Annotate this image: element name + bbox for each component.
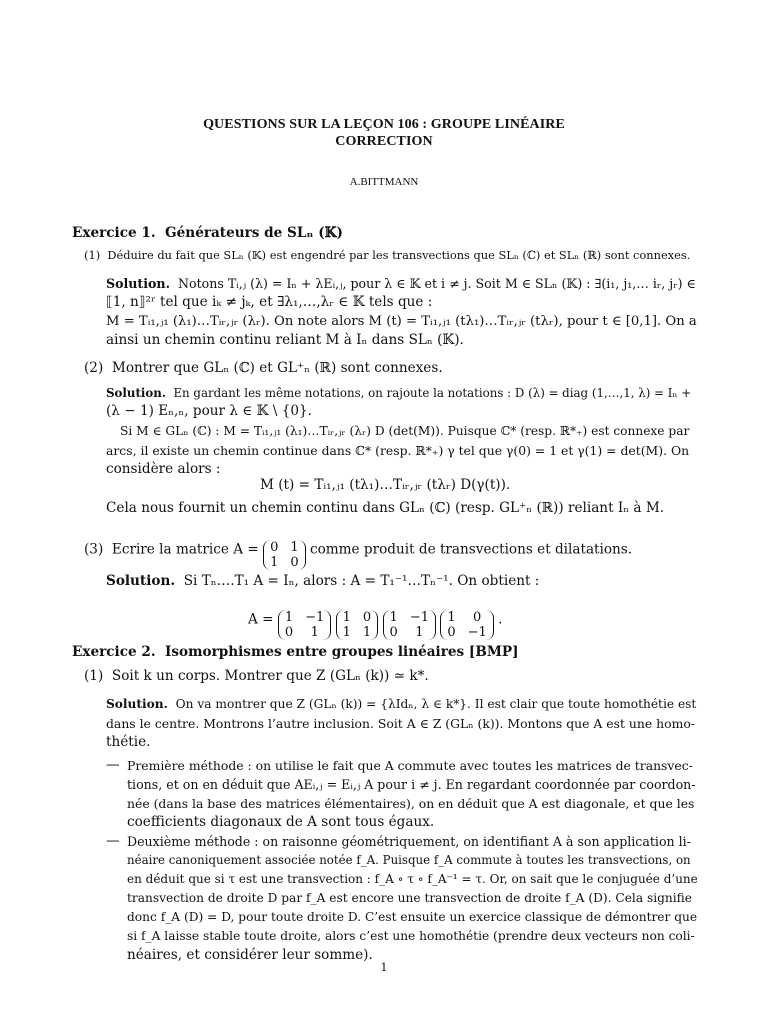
ex1-q1-solution-line-4: ainsi un chemin continu reliant M à Iₙ dans SLₙ (𝕂). (106, 332, 464, 348)
matrix-cell: 1 (342, 610, 351, 625)
ex1-q3-text-a: Ecrire la matrice A = (111, 541, 259, 558)
ex2-q1 (84, 668, 429, 685)
matrix-cell: 0 (389, 625, 398, 640)
solution-text: En gardant les même notations, on rajoute la notations : D (λ) = diag (1,…,1, λ) = Iₙ + (173, 386, 692, 400)
matrix-cell: −1 (467, 625, 487, 640)
matrix-4 (440, 600, 493, 640)
solution-label: Solution. (106, 573, 176, 589)
ex1-q3-display-equation (248, 600, 502, 640)
title-line-1: QUESTIONS SUR LA LEÇON 106 : GROUPE LINÉAIRE (203, 117, 565, 132)
solution-text: On va montrer que Z (GLₙ (k)) = {λIdₙ, λ ∈ k*}. Il est clair que toute homothétie est (175, 697, 697, 711)
ex2-q1-solution-line-1 (106, 696, 696, 713)
method-1-line-3: née (dans la base des matrices élémentaires), on en déduit que A est diagonale, et que les (127, 796, 695, 811)
ex1-q2-solution-line-2: (λ − 1) Eₙ,ₙ, pour λ ∈ 𝕂 \ {0}. (106, 403, 312, 419)
exercise-1-heading (72, 225, 343, 242)
ex1-q2-solution-line-3: Si M ∈ GLₙ (ℂ) : M = Tᵢ₁,ⱼ₁ (λ₁)…Tᵢᵣ,ⱼᵣ (λᵣ) D (det(M)). Puisque ℂ* (resp. ℝ*₊) est connexe par (120, 424, 690, 438)
ex1-q1-solution-line-2: ⟦1, n⟧²ʳ tel que iₖ ≠ jₖ, et ∃λ₁,…,λᵣ ∈ 𝕂 tels que : (106, 294, 433, 310)
method-2-dash: — (106, 833, 120, 849)
exercise-2-title: Isomorphismes entre groupes linéaires [BMP] (165, 644, 519, 660)
ex1-q2-text: Montrer que GLₙ (ℂ) et GL⁺ₙ (ℝ) sont connexes. (111, 360, 443, 376)
matrix-cell: 1 (415, 625, 424, 640)
matrix-cell: 1 (310, 625, 319, 640)
ex1-q2-solution-line-4: arcs, il existe un chemin continue dans ℂ* (resp. ℝ*₊) γ tel que γ(0) = 1 et γ(1) = det(M). On (106, 443, 690, 458)
matrix-cell: 1 (447, 610, 456, 625)
solution-text: Si Tₙ….T₁ A = Iₙ, alors : A = T₁⁻¹…Tₙ⁻¹. On obtient : (183, 573, 540, 589)
method-2-line-3: en déduit que si τ est une transvection : f_A ∘ τ ∘ f_A⁻¹ = τ. Or, on sait que le conjuguée d’une (127, 872, 698, 886)
matrix-cell: 1 (290, 540, 299, 555)
matrix-cell: 0 (270, 540, 279, 555)
matrix-3 (383, 600, 436, 640)
method-1-dash: — (106, 757, 120, 773)
title-line-2: CORRECTION (335, 134, 433, 149)
exercise-2-label: Exercice 2. (72, 644, 156, 660)
ex1-q1-text: Déduire du fait que SLₙ (𝕂) est engendré par les transvections que SLₙ (ℂ) et SLₙ (ℝ) sont connexes. (107, 248, 691, 262)
ex1-q2 (84, 360, 443, 377)
ex1-q1-solution-line-3: M = Tᵢ₁,ⱼ₁ (λ₁)…Tᵢᵣ,ⱼᵣ (λᵣ). On note alors M (t) = Tᵢ₁,ⱼ₁ (tλ₁)…Tᵢᵣ,ⱼᵣ (tλᵣ), pour t ∈ [0,1]. On a (106, 314, 697, 329)
equation-period: . (498, 611, 503, 628)
solution-text: Notons Tᵢ,ⱼ (λ) = Iₙ + λEᵢ,ⱼ, pour λ ∈ 𝕂 et i ≠ j. Soit M ∈ SLₙ (𝕂) : ∃(i₁, j₁,… iᵣ, jᵣ) ∈ (178, 276, 696, 291)
ex1-q2-solution-line-5: considère alors : (106, 461, 221, 477)
ex2-q1-solution-line-2: dans le centre. Montrons l’autre inclusion. Soit A ∈ Z (GLₙ (k)). Montons que A est une homo- (106, 716, 695, 731)
ex1-q3-matrix (263, 530, 306, 570)
solution-label: Solution. (106, 697, 168, 711)
ex1-q2-number: (2) (84, 360, 104, 376)
matrix-cell: 0 (362, 610, 372, 625)
matrix-cell: 0 (447, 625, 456, 640)
method-1-line-1: Première méthode : on utilise le fait que A commute avec toutes les matrices de transvec- (127, 758, 693, 773)
ex1-q2-display-equation: M (t) = Tᵢ₁,ⱼ₁ (tλ₁)…Tᵢᵣ,ⱼᵣ (tλᵣ) D(γ(t)). (260, 477, 511, 493)
matrix-cell: −1 (305, 610, 325, 625)
matrix-cell: 1 (362, 625, 372, 640)
equation-lhs: A = (248, 611, 274, 628)
ex1-q1-number: (1) (84, 248, 101, 262)
ex1-q1-solution-line-1 (106, 275, 696, 292)
solution-label: Solution. (106, 276, 170, 291)
matrix-cell: 0 (473, 610, 482, 625)
matrix-cell: 1 (284, 610, 294, 625)
ex1-q2-solution-line-1 (106, 385, 691, 402)
solution-label: Solution. (106, 386, 166, 400)
matrix-cell: −1 (409, 610, 429, 625)
page-number: 1 (380, 961, 388, 974)
ex2-q1-solution-line-3: thétie. (106, 734, 151, 750)
exercise-1-title: Générateurs de SLₙ (𝕂) (165, 225, 343, 241)
exercise-1-label: Exercice 1. (72, 225, 156, 241)
method-2-line-5: donc f_A (D) = D, pour toute droite D. C’est ensuite un exercice classique de démontrer que (127, 910, 698, 924)
matrix-cell: 1 (389, 610, 398, 625)
ex1-q3 (84, 530, 632, 570)
matrix-1 (278, 600, 331, 640)
method-2-line-4: transvection de droite D par f_A est encore une transvection de droite f_A (D). Cela signifie (127, 891, 692, 905)
matrix-cell: 0 (290, 555, 299, 570)
method-1-line-4: coefficients diagonaux de A sont tous égaux. (127, 814, 435, 830)
ex1-q3-text-b: comme produit de transvections et dilatations. (309, 541, 633, 558)
matrix-cell: 1 (270, 555, 279, 570)
method-2-line-1: Deuxième méthode : on raisonne géométriquement, on identifiant A à son application li- (127, 834, 691, 849)
ex1-q3-number: (3) (84, 541, 104, 558)
ex2-q1-number: (1) (84, 668, 104, 684)
matrix-cell: 0 (284, 625, 294, 640)
method-2-line-6: si f_A laisse stable toute droite, alors c’est une homothétie (prendre deux vecteurs non coli- (127, 929, 695, 943)
method-1-line-2: tions, et on en déduit que AEᵢ,ⱼ = Eᵢ,ⱼ A pour i ≠ j. En regardant coordonnée par coordon- (127, 777, 696, 792)
author: A.BITTMANN (349, 176, 419, 188)
ex1-q1 (84, 247, 690, 264)
ex2-q1-text: Soit k un corps. Montrer que Z (GLₙ (k)) ≃ k*. (111, 668, 429, 684)
exercise-2-heading (72, 644, 519, 661)
ex1-q2-solution-line-6: Cela nous fournit un chemin continu dans GLₙ (ℂ) (resp. GL⁺ₙ (ℝ)) reliant Iₙ à M. (106, 500, 665, 516)
method-2-line-2: néaire canoniquement associée notée f_A. Puisque f_A commute à toutes les transvections, on (127, 853, 691, 867)
method-2-line-7: néaires, et considérer leur somme). (127, 947, 373, 963)
matrix-2 (336, 600, 379, 640)
ex1-q3-solution-line-1 (106, 573, 539, 590)
matrix-cell: 1 (342, 625, 351, 640)
